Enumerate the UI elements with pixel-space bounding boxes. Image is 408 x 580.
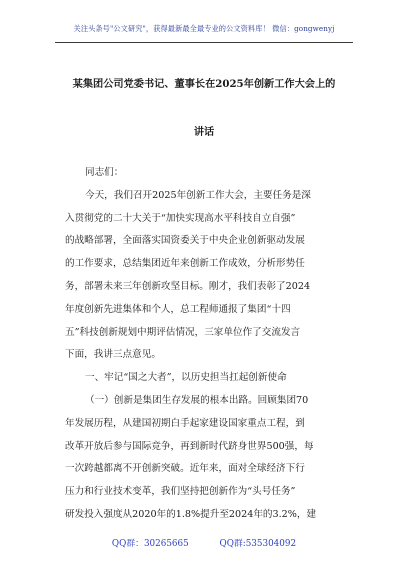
- body-line: 年发展历程，从建国初期白手起家建设国家重点工程，到: [65, 418, 305, 429]
- body-line: 的战略部署，全面落实国资委关于中央企业创新驱动发展: [65, 235, 305, 246]
- body-line: 入贯彻党的二十大关于“加快实现高水平科技自立自强”: [65, 213, 296, 224]
- document-title: 某集团公司党委书记、董事长在2025年创新工作大会上的: [72, 78, 336, 90]
- header-note: 关注头条号"公文研究"，获得最新最全最专业的公文资料库！ 微信：gongwenyj: [73, 24, 335, 33]
- body-line: 研发投入强度从2020年的1.8%提升至2024年的3.2%，建: [65, 509, 317, 520]
- body-line: 今天，我们召开2025年创新工作大会，主要任务是深: [85, 190, 311, 201]
- footer-qq-group-1[interactable]: QQ群：30265665: [111, 539, 189, 549]
- body-line: 下面，我讲三点意见。: [65, 349, 161, 360]
- body-line: 五”科技创新规划中期评估情况，三家单位作了交流发言: [65, 327, 301, 338]
- body-line: 年度创新先进集体和个人，总工程师通报了集团“十四: [65, 304, 291, 315]
- footer-qq-group-2[interactable]: QQ群:535304092: [219, 539, 297, 549]
- body-line: 一次跨越都离不开创新突破。近年来，面对全球经济下行: [65, 463, 305, 474]
- body-line: 压力和行业技术变革，我们坚持把创新作为“头号任务”: [65, 486, 296, 497]
- header-divider: [55, 42, 353, 43]
- body-line: 务，部署未来三年创新攻坚目标。刚才，我们表彰了2024: [65, 281, 311, 292]
- body-line: 改革开放后参与国际竞争，再到新时代跻身世界500强，每: [65, 441, 314, 452]
- salutation: 同志们：: [85, 167, 124, 178]
- footer-contacts: [0, 536, 408, 549]
- body-line: （一）创新是集团生存发展的根本出路。回顾集团70: [85, 395, 309, 406]
- document-title-continued: 讲话: [193, 126, 215, 138]
- body-line: 的工作要求，总结集团近年来创新工作成效，分析形势任: [65, 258, 305, 269]
- section-heading: 一、牢记“国之大者”，以历史担当扛起创新使命: [85, 372, 287, 383]
